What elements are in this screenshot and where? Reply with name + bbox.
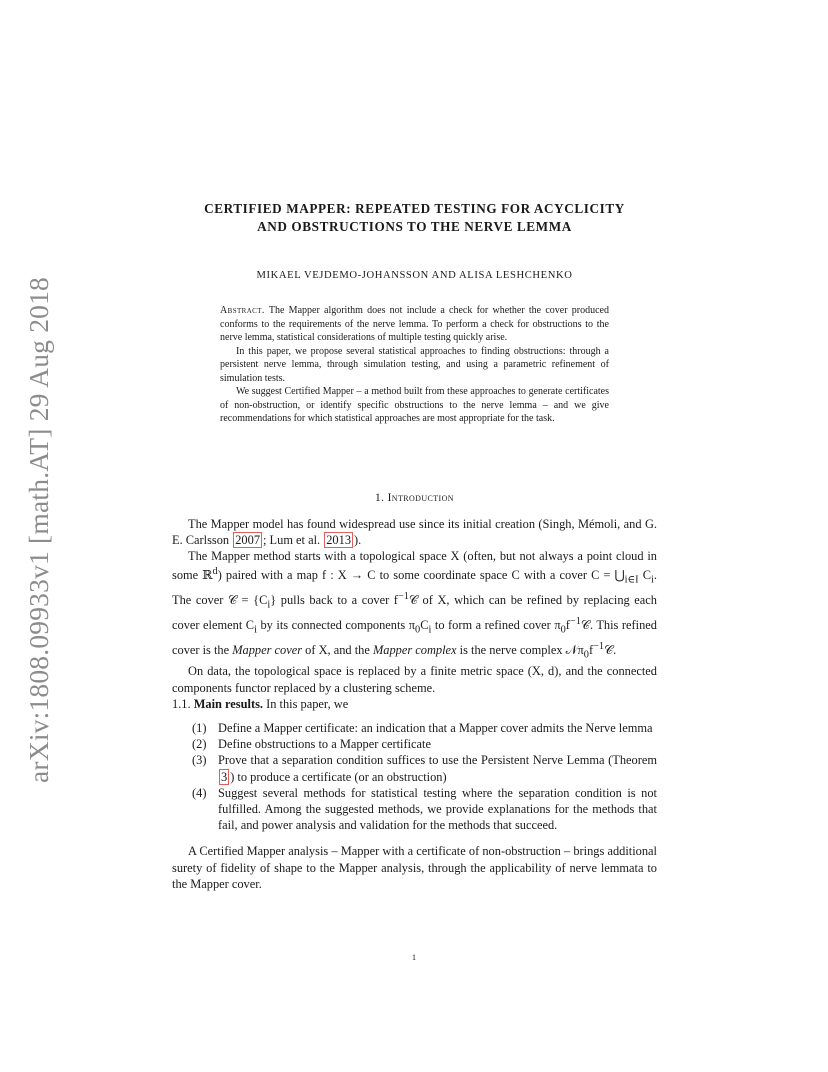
title-line-2: AND OBSTRUCTIONS TO THE NERVE LEMMA [257, 219, 572, 234]
intro-paragraph-1: The Mapper model has found widespread use since its initial creation (Singh, Mémoli, and G. E. Carlsson 2007 ; Lum et al. 2013 ). [172, 516, 657, 547]
citation-link-2013[interactable]: 2013 [326, 532, 352, 547]
title-line-1: CERTIFIED MAPPER: REPEATED TESTING FOR ACYCLICITY [204, 201, 625, 216]
list-item: (2) Define obstructions to a Mapper certificate [192, 737, 431, 752]
term-mapper-complex: Mapper complex [372, 642, 457, 657]
closing-paragraph: A Certified Mapper analysis – Mapper with a certificate of non-obstruction – brings additional surety of fidelity of shape to the Mapper analysis, through the applicability of nerve lemmata to the Mapper cover. [172, 844, 657, 891]
list-item: (3) Prove that a separation condition suffices to use the Persistent Nerve Lemma (Theorem 3 ) to produce a certificate (or an obstruction) [192, 753, 657, 784]
arxiv-identifier-stamp [14, 265, 64, 795]
citation-link-2007[interactable]: 2007 [235, 532, 261, 547]
list-item: (1) Define a Mapper certificate: an indication that a Mapper cover admits the Nerve lemma [192, 720, 653, 735]
paper-title [172, 200, 657, 236]
paper-first-page [172, 200, 657, 892]
intro-paragraph-2: The Mapper method starts with a topological space X (often, but not always a point cloud in some ℝ$^d$) paired with a map f : X → C to some coordinate space C with a cover $C = ⋃_{i\in I}$ $C_i$. The cover 𝒞 = $\{C_i\}$ pulls back to a cover $f^{-1}𝒞$ of X, which can be refined by replacing each cover element $C_i$ by its connected components $\pi_0C_i$ to form a refined cover $\pi_0f^{-1}𝒞$. This refined cover is the Mapper cover of X, and the Mapper complex is the nerve complex $𝒩\pi_0f^{-1}𝒞$. [172, 548, 657, 661]
term-mapper-cover: Mapper cover [232, 642, 303, 657]
page-number: 1 [411, 952, 417, 962]
section-title: Introduction [387, 491, 454, 504]
main-results-list [172, 720, 657, 833]
theorem-3-link[interactable]: 3 [221, 769, 228, 784]
subsection-lead: In this paper, we [266, 696, 349, 711]
abstract-paragraph-3: We suggest Certified Mapper – a method built from these approaches to generate certificates of non-obstruction, or identify specific obstructions to the nerve lemma – and we give recommendations for which statistical approaches are most appropriate for the task. [220, 386, 609, 424]
list-item: (4) Suggest several methods for statistical testing where the separation condition is not fulfilled. Among the suggested methods, we provide explanations for the methods that fail, and power analysis and validation for the methods that succeed. [192, 785, 657, 833]
section-number: 1. [375, 491, 385, 504]
section-heading-introduction [172, 492, 657, 504]
author-list: MIKAEL VEJDEMO-JOHANSSON AND ALISA LESHCHENKO [256, 270, 573, 281]
arxiv-identifier-text: arXiv:1808.09933v1 [math.AT] 29 Aug 2018 [23, 276, 54, 784]
abstract-paragraph-2: In this paper, we propose several statistical approaches to finding obstructions: through a persistent nerve lemma, through simulation testing, and using a parametric refinement of simulation tests. [220, 345, 609, 384]
subsection-main-results [172, 696, 657, 712]
abstract-paragraph-1: Abstract. The Mapper algorithm does not include a check for whether the cover produced conforms to the requirements of the nerve lemma. To perform a check for obstructions to the nerve lemma, statistical considerations of multiple testing quickly arise. [220, 305, 609, 343]
intro-paragraph-3: On data, the topological space is replaced by a finite metric space (X, d), and the connected components functor replaced by a clustering scheme. [172, 664, 657, 695]
abstract [220, 304, 609, 426]
subsection-heading: Main results. [193, 696, 264, 711]
introduction-body [172, 516, 657, 712]
subsection-number: 1.1. [172, 696, 191, 711]
abstract-label: Abstract. [220, 305, 265, 316]
